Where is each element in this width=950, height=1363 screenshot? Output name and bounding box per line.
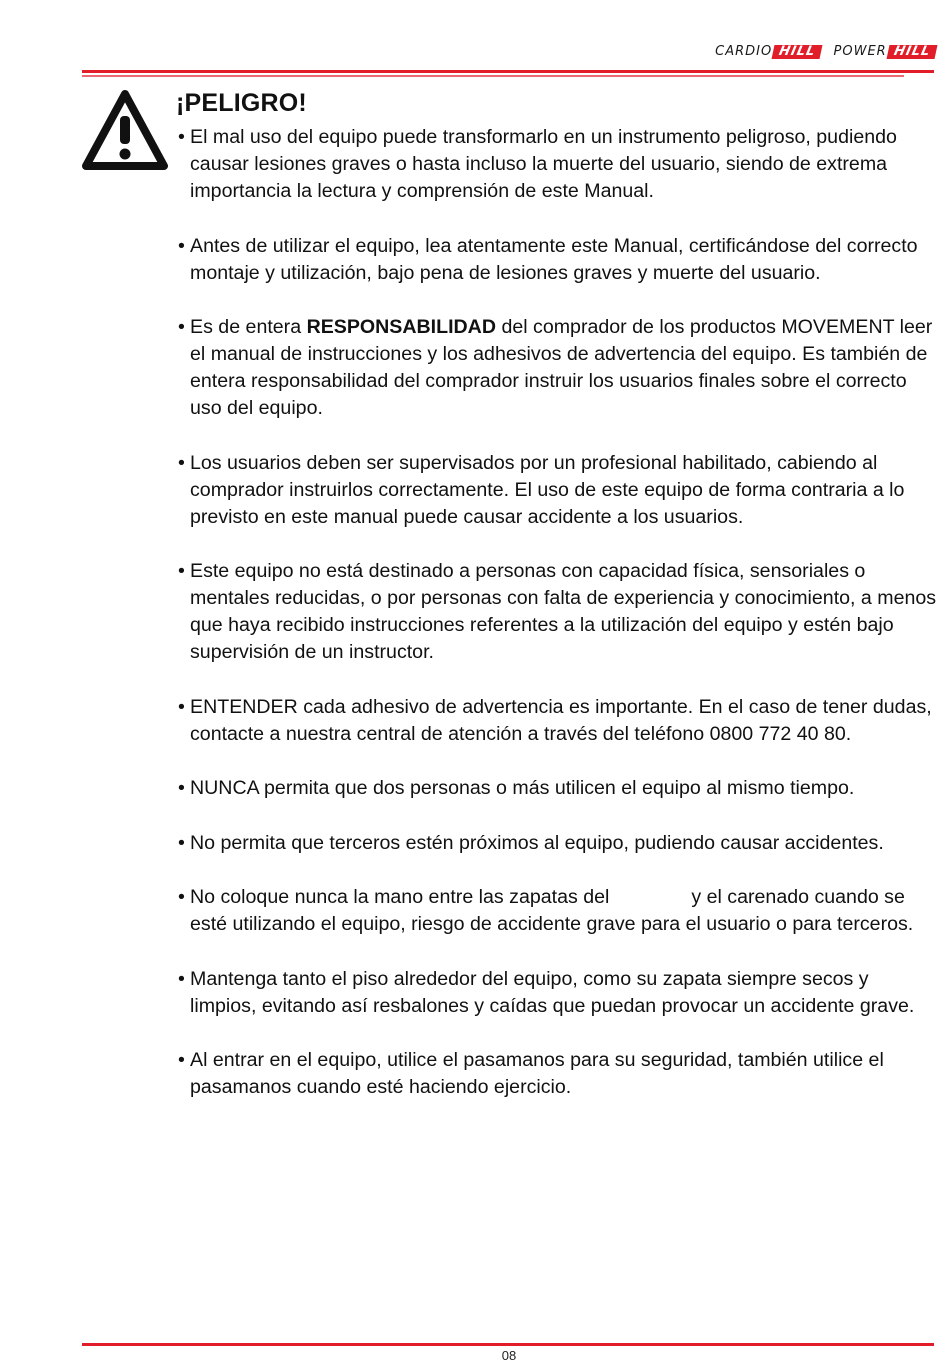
list-item: • Es de entera RESPONSABILIDAD del comprador de los productos MOVEMENT leer el manual de instrucciones y los adhesivos de advertencia del equipo. Es también de entera responsabilidad del comprador instruir los usuarios finales sobre el correcto uso del equipo.	[178, 316, 933, 419]
header-rule-secondary	[82, 75, 904, 77]
list-item: • NUNCA permita que dos personas o más utilicen el equipo al mismo tiempo.	[178, 777, 855, 799]
list-item: • Este equipo no está destinado a personas con capacidad física, sensoriales o mentales reducidas, o por personas con falta de experiencia y conocimiento, a menos que haya recibido instrucciones referentes a la utilización del equipo y estén bajo supervisión de un instructor.	[178, 560, 937, 663]
list-item: • Mantenga tanto el piso alrededor del equipo, como su zapata siempre secos y limpios, evitando así resbalones y caídas que puedan provocar un accidente grave.	[178, 967, 915, 1017]
warning-list	[178, 124, 938, 1129]
list-item: • Los usuarios deben ser supervisados por un profesional habilitado, cabiendo al comprador instruirlos correctamente. El uso de este equipo de forma contraria a lo previsto en este manual puede causar accidente a los usuarios.	[178, 451, 905, 528]
list-item: • No coloque nunca la mano entre las zapatas del y el carenado cuando se esté utilizando el equipo, riesgo de accidente grave para el usuario o para terceros.	[178, 886, 914, 935]
list-item: • Antes de utilizar el equipo, lea atentamente este Manual, certificándose del correcto montaje y utilización, bajo pena de lesiones graves y muerte del usuario.	[178, 234, 918, 284]
page-title: ¡PELIGRO!	[176, 89, 307, 117]
list-item: • Al entrar en el equipo, utilice el pasamanos para su seguridad, también utilice el pasamanos cuando esté haciendo ejercicio.	[178, 1049, 884, 1098]
list-item: • ENTENDER cada adhesivo de advertencia es importante. En el caso de tener dudas, contacte a nuestra central de atención a través del teléfono 0800 772 40 80.	[178, 695, 932, 745]
cardiohill-logo: CARDIO HILL	[715, 44, 821, 59]
footer-rule	[82, 1343, 934, 1346]
powerhill-logo: POWER HILL	[834, 44, 936, 59]
list-item: • El mal uso del equipo puede transformarlo en un instrumento peligroso, pudiendo causar lesiones graves o hasta incluso la muerte del usuario, siendo de extrema importancia la lectura y comprensión de este Manual.	[178, 126, 897, 202]
brand-logos	[715, 44, 936, 59]
page-number: 08	[501, 1348, 517, 1363]
warning-triangle-icon	[80, 88, 170, 174]
emphasis: RESPONSABILIDAD	[306, 316, 496, 338]
header-rule	[82, 70, 934, 73]
list-item: • No permita que terceros estén próximos al equipo, pudiendo causar accidentes.	[178, 831, 884, 854]
